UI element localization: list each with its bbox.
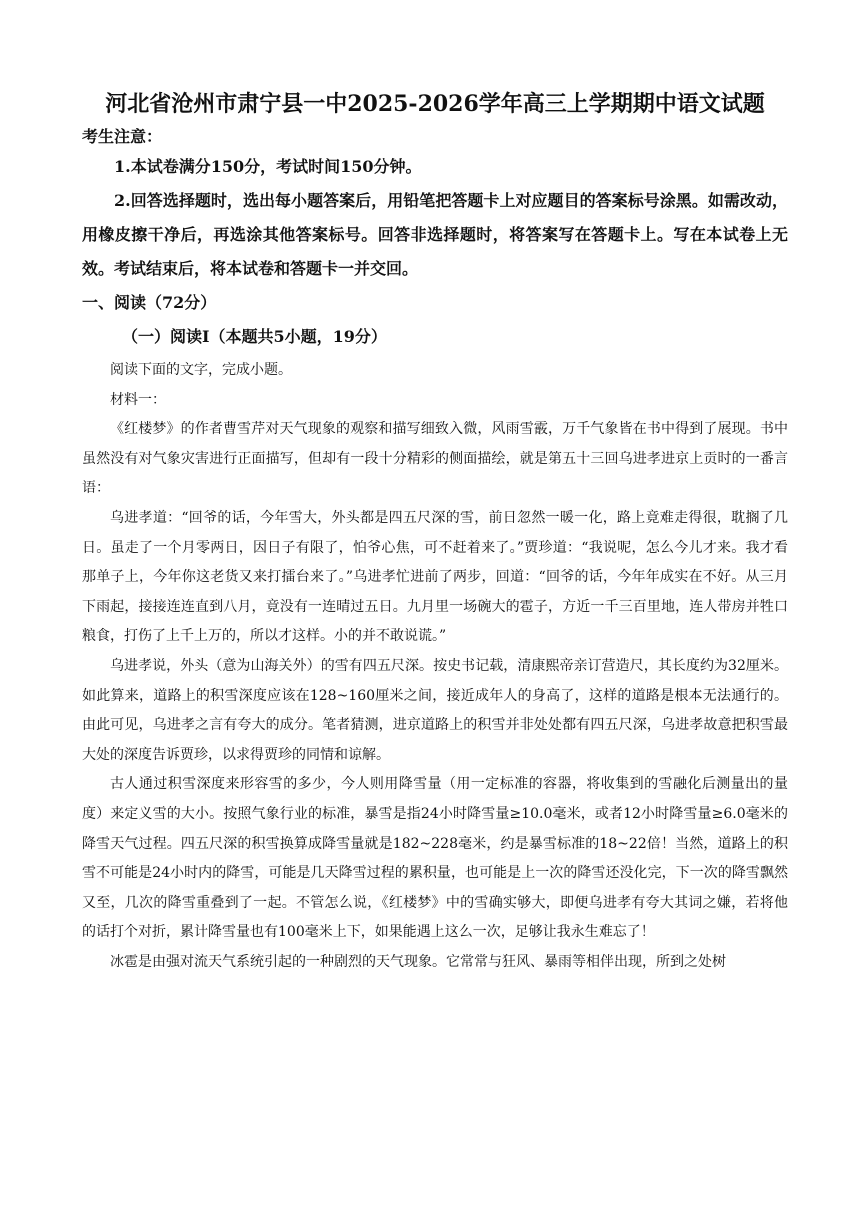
notice-heading: 考生注意： <box>82 127 163 146</box>
notice-item-1: 1.本试卷满分150分，考试时间150分钟。 <box>114 157 422 176</box>
body-paragraph: 乌进孝道：“回爷的话，今年雪大，外头都是四五尺深的雪，前日忽然一暖一化，路上竟难走得很，耽搁了几日。虽走了一个月零两日，因日子有限了，怕爷心焦，可不赶着来了。”贾珍道：“我说呢，怎么今儿才来。我才看那单子上，今年你这老货又来打擂台来了。”乌进孝忙进前了两步，回道：“回爷的话，今年年成实在不好。从三月下雨起，接接连连直到八月，竟没有一连晴过五日。九月里一场碗大的雹子，方近一千三百里地，连人带房并牲口粮食，打伤了上千上万的，所以才这样。小的并不敢说谎。” <box>82 509 788 645</box>
instruction-paragraph: 阅读下面的文字，完成小题。 <box>110 362 292 378</box>
section-heading: 一、阅读（72分） <box>82 293 217 312</box>
body-paragraph: 古人通过积雪深度来形容雪的多少，今人则用降雪量（用一定标准的容器，将收集到的雪融化后测量出的量度）来定义雪的大小。按照气象行业的标准，暴雪是指24小时降雪量≥10.0毫米，或者12小时降雪量≥6.0毫米的降雪天气过程。四五尺深的积雪换算成降雪量就是182~228毫米，约是暴雪标准的18~22倍！当然，道路上的积雪不可能是24小时内的降雪，可能是几天降雪过程的累积量，也可能是上一次的降雪还没化完，下一次的降雪飘然又至，几次的降雪重叠到了一起。不管怎么说，《红楼梦》中的雪确实够大，即便乌进孝有夸大其词之嫌，若将他的话打个对折，累计降雪量也有100毫米上下，如果能遇上这么一次，足够让我永生难忘了！ <box>82 776 788 941</box>
page-title: 河北省沧州市肃宁县一中2025-2026学年高三上学期期中语文试题 <box>105 91 765 117</box>
material-label: 材料一： <box>110 391 166 408</box>
document-page <box>82 88 788 977</box>
body-paragraph: 《红楼梦》的作者曹雪芹对天气现象的观察和描写细致入微，风雨雪霰，万千气象皆在书中得到了展现。书中虽然没有对气象灾害进行正面描写，但却有一段十分精彩的侧面描绘，就是第五十三回乌进孝进京上贡时的一番言语： <box>82 421 788 497</box>
body-paragraph: 乌进孝说，外头（意为山海关外）的雪有四五尺深。按史书记载，清康熙帝亲订营造尺，其长度约为32厘米。如此算来，道路上的积雪深度应该在128~160厘米之间，接近成年人的身高了，这样的道路是根本无法通行的。由此可见，乌进孝之言有夸大的成分。笔者猜测，进京道路上的积雪并非处处都有四五尺深，乌进孝故意把积雪最大处的深度告诉贾珍，以求得贾珍的同情和谅解。 <box>82 657 788 763</box>
notice-item-2: 2.回答选择题时，选出每小题答案后，用铅笔把答题卡上对应题目的答案标号涂黑。如需改动，用橡皮擦干净后，再选涂其他答案标号。回答非选择题时，将答案写在答题卡上。写在本试卷上无效。考试结束后，将本试卷和答题卡一并交回。 <box>82 191 788 278</box>
subsection-heading: （一）阅读Ⅰ（本题共5小题，19分） <box>122 327 387 346</box>
body-paragraph: 冰雹是由强对流天气系统引起的一种剧烈的天气现象。它常常与狂风、暴雨等相伴出现，所到之处树 <box>110 953 726 970</box>
